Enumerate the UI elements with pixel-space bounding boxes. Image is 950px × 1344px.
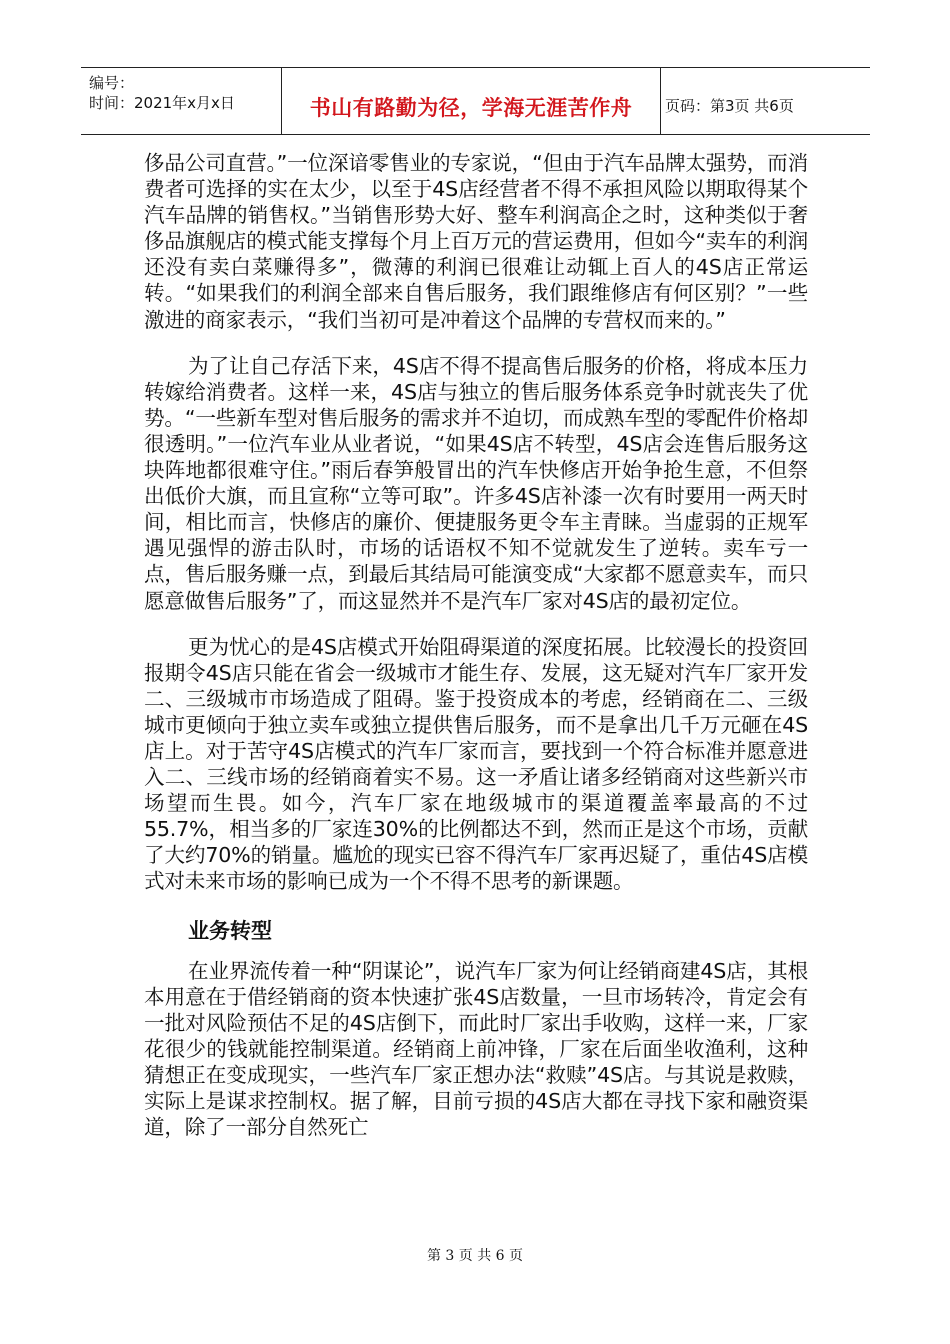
paragraph-1: 侈品公司直营。”一位深谙零售业的专家说，“但由于汽车品牌太强势，而消费者可选择的实在太少，以至于4S店经营者不得不承担风险以期取得某个汽车品牌的销售权。”当销售形势大好、整车利润高企之时，这种类似于奢侈品旗舰店的模式能支撑每个月上百万元的营运费用，但如今“卖车的利润还没有卖白菜赚得多”，微薄的利润已很难让动辄上百人的4S店正常运转。“如果我们的利润全部来自售后服务，我们跟维修店有何区别？”一些激进的商家表示，“我们当初可是冲着这个品牌的专营权而来的。” (144, 151, 808, 332)
section-title: 业务转型 (188, 918, 272, 943)
article-body (144, 150, 808, 1140)
paragraph-2: 为了让自己存活下来，4S店不得不提高售后服务的价格，将成本压力转嫁给消费者。这样一来，4S店与独立的售后服务体系竞争时就丧失了优势。“一些新车型对售后服务的需求并不迫切，而成熟车型的零配件价格却很透明。”一位汽车业从业者说，“如果4S店不转型，4S店会连售后服务这块阵地都很难守住。”雨后春笋般冒出的汽车快修店开始争抢生意，不但祭出低价大旗，而且宣称“立等可取”。许多4S店补漆一次有时要用一两天时间，相比而言，快修店的廉价、便捷服务更令车主青睐。当虚弱的正规军遇见强悍的游击队时，市场的话语权不知不觉就发生了逆转。卖车亏一点，售后服务赚一点，到最后其结局可能演变成“大家都不愿意卖车，而只愿意做售后服务”了，而这显然并不是汽车厂家对4S店的最初定位。 (144, 353, 808, 613)
header-page-info: 页码：第3页 共6页 (665, 97, 794, 115)
header-table (81, 67, 870, 135)
header-motto-cell (282, 68, 661, 134)
page-footer: 第 3 页 共 6 页 (426, 1248, 524, 1264)
document-number-label: 编号： (89, 74, 135, 92)
header-page-cell (661, 68, 870, 134)
header-meta-cell (81, 68, 282, 134)
document-time-label: 时间：2021年x月x日 (89, 94, 235, 112)
paragraph-4: 在业界流传着一种“阴谋论”，说汽车厂家为何让经销商建4S店，其根本用意在于借经销商的资本快速扩张4S店数量，一旦市场转冷，肯定会有一批对风险预估不足的4S店倒下，而此时厂家出手收购，这样一来，厂家花很少的钱就能控制渠道。经销商上前冲锋，厂家在后面坐收渔利，这种猜想正在变成现实，一些汽车厂家正想办法“救赎”4S店。与其说是救赎，实际上是谋求控制权。据了解，目前亏损的4S店大都在寻找下家和融资渠道，除了一部分自然死亡 (144, 958, 808, 1140)
paragraph-3: 更为忧心的是4S店模式开始阻碍渠道的深度拓展。比较漫长的投资回报期令4S店只能在省会一级城市才能生存、发展，这无疑对汽车厂家开发二、三级城市市场造成了阻碍。鉴于投资成本的考虑，经销商在二、三级城市更倾向于独立卖车或独立提供售后服务，而不是拿出几千万元砸在4S店上。对于苦守4S店模式的汽车厂家而言，要找到一个符合标准并愿意进入二、三线市场的经销商着实不易。这一矛盾让诸多经销商对这些新兴市场望而生畏。如今，汽车厂家在地级城市的渠道覆盖率最高的不过55.7%，相当多的厂家连30%的比例都达不到，然而正是这个市场，贡献了大约70%的销量。尴尬的现实已容不得汽车厂家再迟疑了，重估4S店模式对未来市场的影响已成为一个不得不思考的新课题。 (144, 634, 808, 894)
header-motto: 书山有路勤为径，学海无涯苦作舟 (309, 96, 633, 120)
